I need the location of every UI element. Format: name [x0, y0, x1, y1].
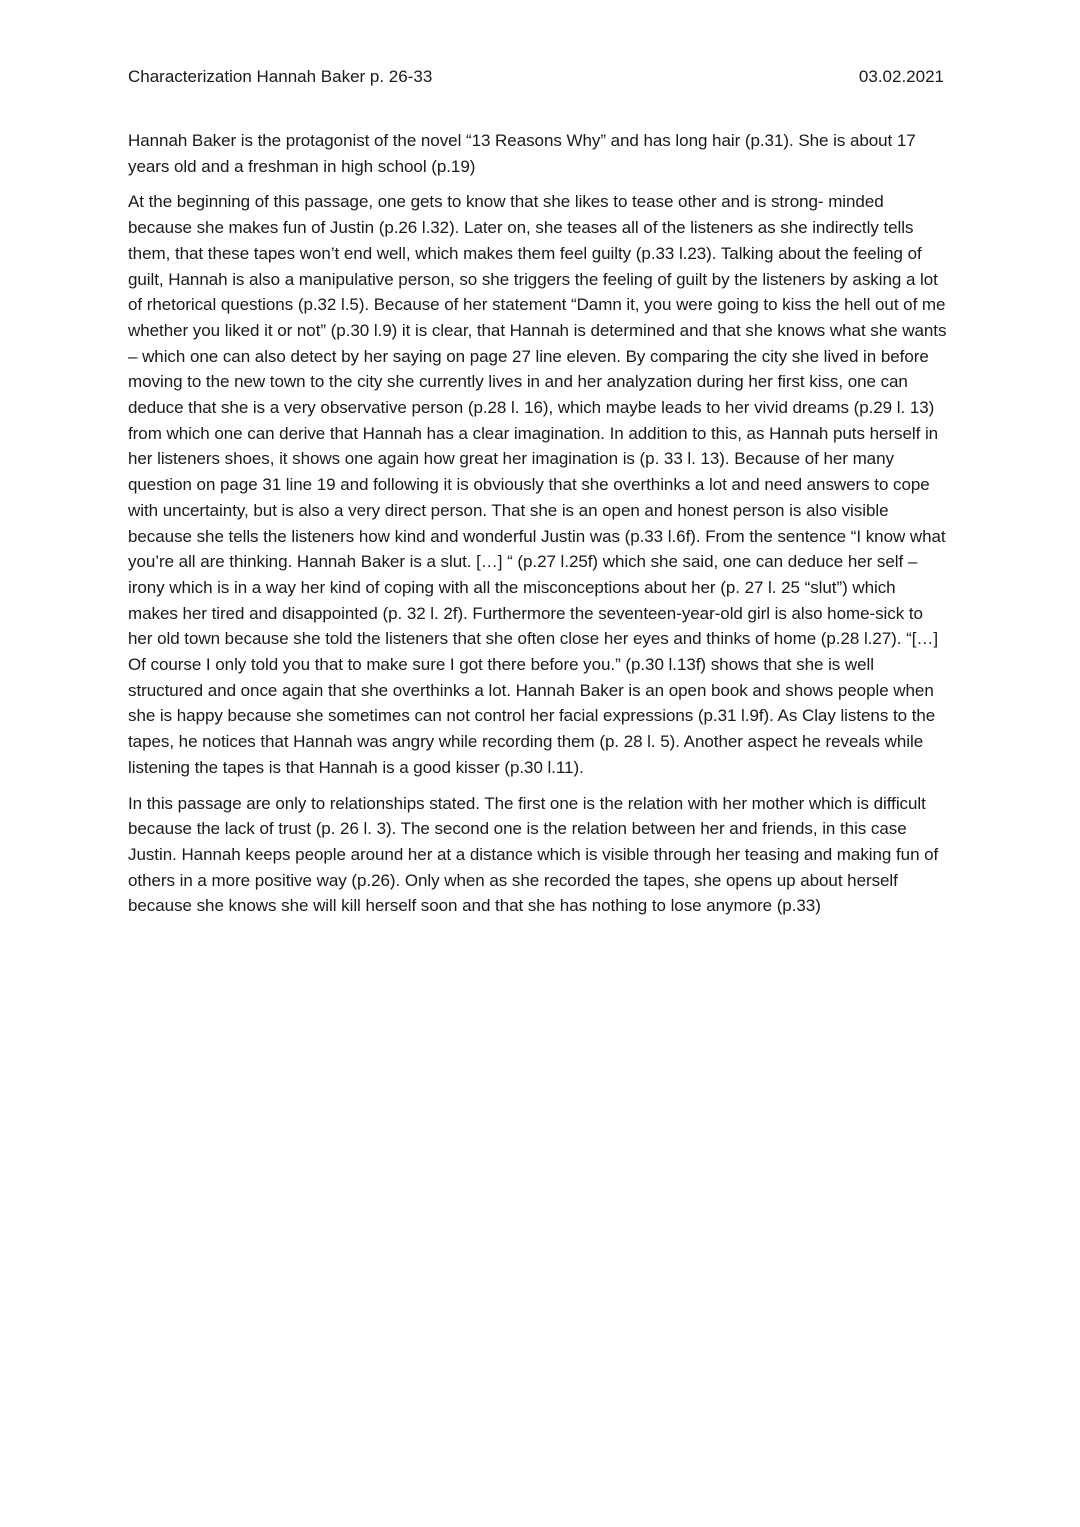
document-date: 03.02.2021: [858, 67, 944, 86]
page-header: [128, 64, 944, 90]
paragraph-introduction: Hannah Baker is the protagonist of the novel “13 Reasons Why” and has long hair (p.31). She is about 17 years old and a freshman in high school (p.19): [128, 131, 916, 176]
paragraph-characterization: At the beginning of this passage, one gets to know that she likes to tease other and is strong- minded because she makes fun of Justin (p.26 l.32). Later on, she teases all of the listeners as she indirectly tells them, that these tapes won’t end well, which makes them feel guilty (p.33 l.23). Talking about the feeling of guilt, Hannah is also a manipulative person, so she triggers the feeling of guilt by the listeners by asking a lot of rhetorical questions (p.32 l.5). Because of her statement “Damn it, you were going to kiss the hell out of me whether you liked it or not” (p.30 l.9) it is clear, that Hannah is determined and that she knows what she wants – which one can also detect by her saying on page 27 line eleven. By comparing the city she lived in before moving to the new town to the city she currently lives in and her analyzation during her first kiss, one can deduce that she is a very observative person (p.28 l. 16), which maybe leads to her vivid dreams (p.29 l. 13) from which one can derive that Hannah has a clear imagination. In addition to this, as Hannah puts herself in her listeners shoes, it shows one again how great her imagination is (p. 33 l. 13). Because of her many question on page 31 line 19 and following it is obviously that she overthinks a lot and need answers to cope with uncertainty, but is also a very direct person. That she is an open and honest person is also visible because she tells the listeners how kind and wonderful Justin was (p.33 l.6f). From the sentence “I know what you’re all are thinking. Hannah Baker is a slut. […] “ (p.27 l.25f) which she said, one can deduce her self – irony which is in a way her kind of coping with all the misconceptions about her (p. 27 l. 25 “slut”) which makes her tired and disappointed (p. 32 l. 2f). Furthermore the seventeen-year-old girl is also home-sick to her old town because she told the listeners that she often close her eyes and thinks of home (p.28 l.27). “[…] Of course I only told you that to make sure I got there before you.” (p.30 l.13f) shows that she is well structured and once again that she overthinks a lot. Hannah Baker is an open book and shows people when she is happy because she sometimes can not control her facial expressions (p.31 l.9f). As Clay listens to the tapes, he notices that Hannah was angry while recording them (p. 28 l. 5). Another aspect he reveals while listening the tapes is that Hannah is a good kisser (p.30 l.11).: [128, 192, 947, 777]
document-body: [128, 128, 950, 929]
document-title: Characterization Hannah Baker p. 26-33: [128, 67, 433, 86]
paragraph-relationships: In this passage are only to relationships stated. The first one is the relation with her mother which is difficult because the lack of trust (p. 26 l. 3). The second one is the relation between her and friends, in this case Justin. Hannah keeps people around her at a distance which is visible through her teasing and making fun of others in a more positive way (p.26). Only when as she recorded the tapes, she opens up about herself because she knows she will kill herself soon and that she has nothing to lose anymore (p.33): [128, 793, 939, 916]
